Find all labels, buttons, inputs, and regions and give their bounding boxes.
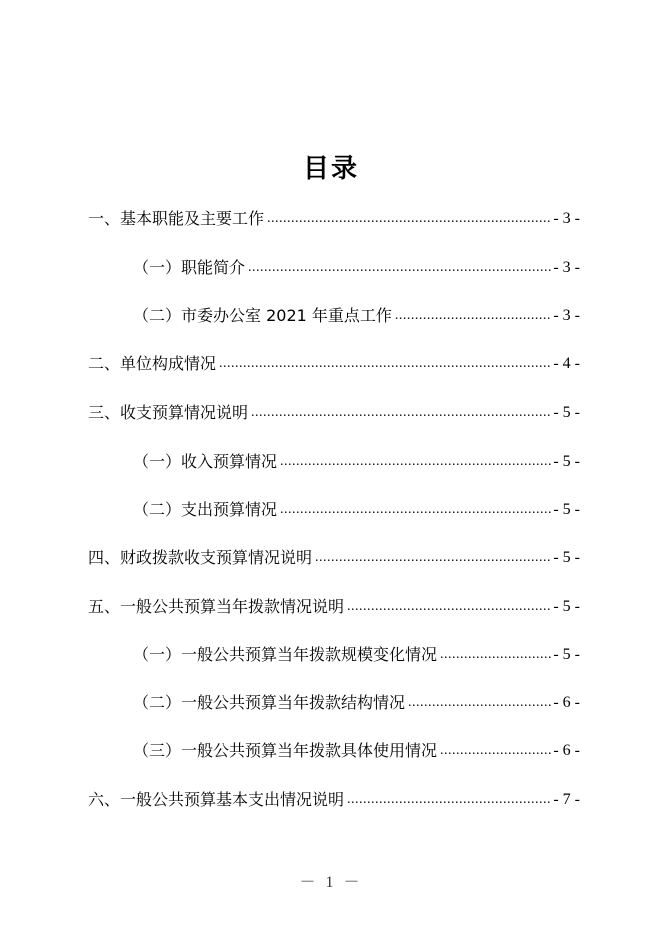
toc-entry-text: （三）一般公共预算当年拨款具体使用情况: [133, 741, 438, 760]
toc-dot-leader: [280, 500, 551, 520]
toc-entry-scale-change[interactable]: [133, 641, 580, 665]
toc-entry-page: - 7 -: [553, 791, 580, 808]
toc-dot-leader: [440, 645, 551, 665]
toc-entry-page: - 5 -: [553, 646, 580, 663]
toc-entry-key-work-2021[interactable]: [133, 302, 580, 326]
toc-entry-structure[interactable]: [133, 689, 580, 713]
toc-dot-leader: [248, 258, 551, 278]
toc-entry-text: 四、财政拨款收支预算情况说明: [88, 548, 313, 567]
toc-dot-leader: [280, 452, 551, 472]
toc-dot-leader: [251, 403, 551, 423]
toc-entry-text: 一、基本职能及主要工作: [88, 209, 265, 228]
toc-entry-page: - 3 -: [553, 259, 580, 276]
toc-entry-expense-budget[interactable]: [133, 496, 580, 520]
toc-entry-text: （二）一般公共预算当年拨款结构情况: [133, 693, 406, 712]
toc-entry-text: 五、一般公共预算当年拨款情况说明: [88, 597, 345, 616]
toc-entry-basic-expenditure[interactable]: [88, 786, 580, 810]
toc-dot-leader: [267, 209, 551, 229]
toc-entry-text: 二、单位构成情况: [88, 354, 217, 373]
toc-entry-page: - 5 -: [553, 598, 580, 615]
toc-dot-leader: [395, 306, 551, 326]
toc-entry-public-budget-appropriation[interactable]: [88, 593, 580, 617]
toc-dot-leader: [347, 597, 551, 617]
toc-entry-basic-functions[interactable]: [88, 205, 580, 229]
toc-entry-unit-composition[interactable]: [88, 350, 580, 374]
toc-entry-page: - 6 -: [553, 694, 580, 711]
toc-entry-page: - 5 -: [553, 453, 580, 470]
toc-dot-leader: [219, 354, 551, 374]
toc-entry-text: 六、一般公共预算基本支出情况说明: [88, 790, 345, 809]
toc-entry-fiscal-appropriation[interactable]: [88, 544, 580, 568]
toc-entry-page: - 5 -: [553, 501, 580, 518]
toc-dot-leader: [347, 790, 551, 810]
toc-entry-specific-use[interactable]: [133, 737, 580, 761]
toc-entry-text: （一）职能简介: [133, 258, 246, 277]
toc-entry-page: - 5 -: [553, 404, 580, 421]
page-number-footer: － 1 －: [299, 874, 363, 891]
toc-dot-leader: [315, 548, 551, 568]
toc-dot-leader: [408, 693, 551, 713]
toc-entry-page: - 6 -: [553, 742, 580, 759]
toc-dot-leader: [440, 741, 551, 761]
toc-entry-page: - 3 -: [553, 307, 580, 324]
toc-entry-text: （二）支出预算情况: [133, 500, 278, 519]
toc-entry-page: - 4 -: [553, 355, 580, 372]
toc-entry-text: （一）一般公共预算当年拨款规模变化情况: [133, 645, 438, 664]
toc-entry-page: - 3 -: [553, 210, 580, 227]
toc-entry-text: （二）市委办公室 2021 年重点工作: [133, 306, 392, 325]
toc-entry-income-budget[interactable]: [133, 448, 580, 472]
toc-entry-function-intro[interactable]: [133, 254, 580, 278]
toc-entry-text: （一）收入预算情况: [133, 452, 278, 471]
toc-entry-text: 三、收支预算情况说明: [88, 403, 249, 422]
toc-title: 目录: [302, 154, 359, 184]
toc-entry-page: - 5 -: [553, 549, 580, 566]
toc-entry-budget-overview[interactable]: [88, 399, 580, 423]
